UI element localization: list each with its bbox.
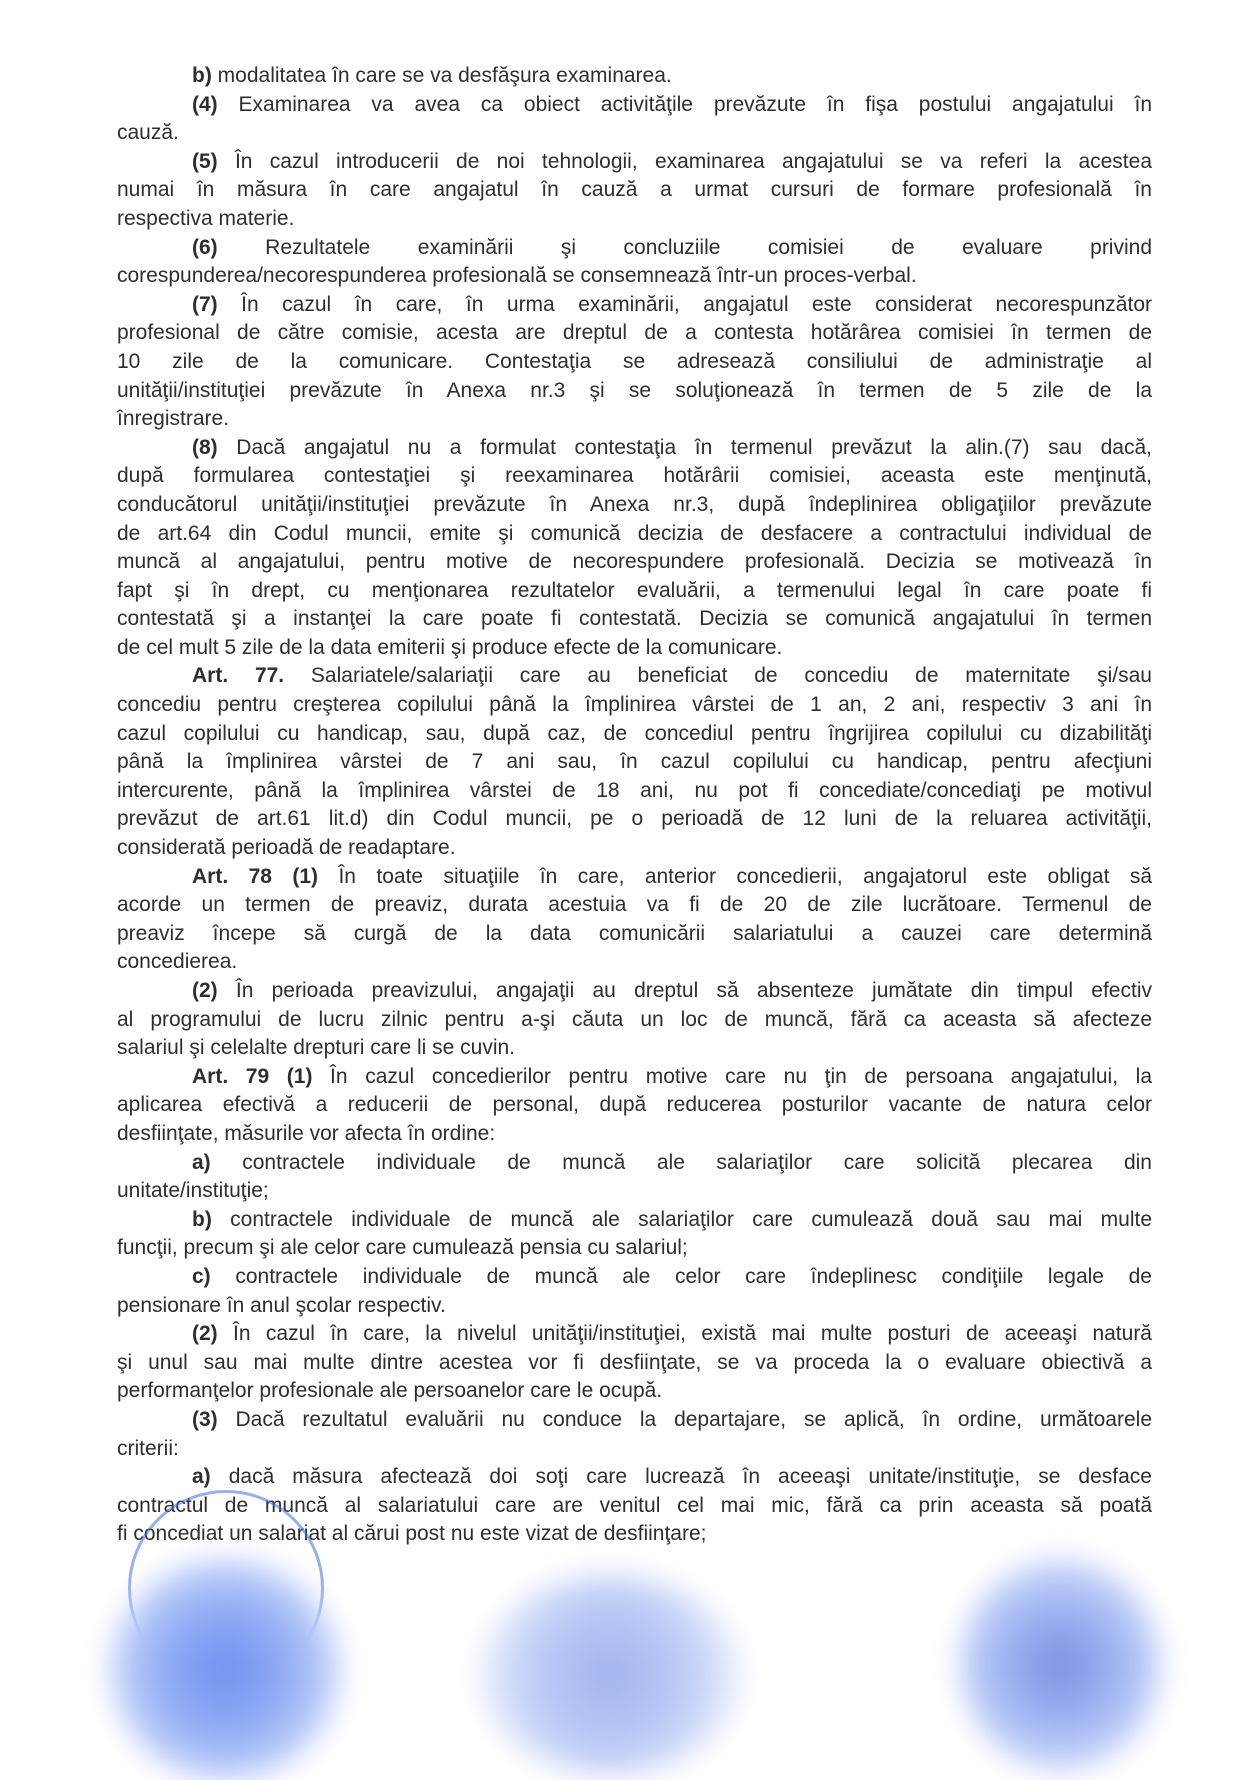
line-text: În cazul concedierilor pentru motive care nu ţin de persoana angajatului, la	[312, 1064, 1152, 1088]
text-line	[117, 748, 1152, 777]
line-text: contractele individuale de muncă ale celor care îndeplinesc condiţiile legale de	[210, 1264, 1152, 1288]
paragraph-label: (2)	[192, 979, 218, 1002]
line-text: cazul copilului cu handicap, sau, după caz, de concediul pentru îngrijirea copilului cu dizabilităţi	[117, 721, 1152, 745]
line-text: desfiinţate, măsurile vor afecta în ordine:	[117, 1121, 496, 1145]
text-line	[117, 234, 1152, 263]
line-text: intercurente, până la împlinirea vârstei de 18 ani, nu pot fi concediate/concediaţi pe motivul	[117, 778, 1152, 802]
line-text: contestată şi a instanţei la care poate fi contestată. Decizia se comunică angajatului în termen	[117, 607, 1152, 631]
line-text: criterii:	[117, 1436, 179, 1460]
paragraph	[117, 1406, 1152, 1463]
line-text: al programului de lucru zilnic pentru a-şi căuta un loc de muncă, fără ca aceasta să afecteze	[117, 1007, 1152, 1031]
text-line	[117, 62, 1152, 91]
paragraph-label: (3)	[192, 1407, 218, 1431]
signature-stamp	[480, 1575, 740, 1775]
signature-stamp	[960, 1560, 1160, 1770]
text-line	[117, 1206, 1152, 1235]
text-line	[117, 1320, 1152, 1349]
text-line	[117, 1177, 1152, 1206]
line-text: Rezultatele examinării şi concluziile comisiei de evaluare privind	[217, 235, 1152, 259]
text-line	[117, 1120, 1152, 1149]
text-line	[117, 662, 1152, 691]
text-line	[117, 891, 1152, 920]
text-line	[117, 262, 1152, 291]
text-line	[117, 91, 1152, 120]
line-text: Salariatele/salariaţii care au beneficiat de concediu de maternitate şi/sau	[284, 664, 1152, 688]
line-text: unităţii/instituţiei prevăzute în Anexa nr.3 şi se soluţionează în termen de 5 zile de la	[117, 378, 1152, 402]
text-line	[117, 1463, 1152, 1492]
text-line	[117, 1149, 1152, 1178]
text-line	[117, 1406, 1152, 1435]
line-text: aplicarea efectivă a reducerii de personal, după reducerea posturilor vacante de natura celor	[117, 1093, 1152, 1117]
text-line	[117, 1377, 1152, 1406]
line-text: unitate/instituţie;	[117, 1179, 269, 1203]
document-body	[117, 62, 1152, 1549]
line-text: contractele individuale de muncă ale salariaţilor care cumulează două sau mai multe	[211, 1207, 1152, 1231]
line-text: Dacă rezultatul evaluării nu conduce la departajare, se aplică, în ordine, următoarele	[217, 1407, 1152, 1431]
paragraph	[117, 91, 1152, 148]
text-line	[117, 1034, 1152, 1063]
paragraph-label: b)	[192, 1207, 212, 1231]
line-text: salariul şi celelalte drepturi care li se cuvin.	[117, 1036, 516, 1060]
text-line	[117, 119, 1152, 148]
paragraph	[117, 1206, 1152, 1263]
line-text: profesional de către comisie, acesta are dreptul de a contesta hotărârea comisiei în termen de	[117, 321, 1152, 345]
line-text: conducătorul unităţii/instituţiei prevăzute în Anexa nr.3, după îndeplinirea obligaţiilor prevăzute	[117, 492, 1152, 516]
text-line	[117, 520, 1152, 549]
line-text: acorde un termen de preaviz, durata acestuia va fi de 20 de zile lucrătoare. Termenul de	[117, 893, 1152, 917]
text-line	[117, 920, 1152, 949]
line-text: preaviz începe să curgă de la data comunicării salariatului a cauzei care determină	[117, 921, 1152, 945]
paragraph-label: (2)	[192, 1322, 218, 1346]
text-line	[117, 691, 1152, 720]
paragraph-label: Art. 79 (1)	[192, 1064, 313, 1088]
text-line	[117, 977, 1152, 1006]
line-text: după formularea contestaţiei şi reexaminarea hotărârii comisiei, aceasta este menţinută,	[117, 464, 1152, 488]
line-text: funcţii, precum şi ale celor care cumulează pensia cu salariul;	[117, 1236, 688, 1260]
text-line	[117, 1263, 1152, 1292]
text-line	[117, 377, 1152, 406]
text-line	[117, 634, 1152, 663]
paragraph	[117, 1320, 1152, 1406]
paragraph	[117, 291, 1152, 434]
line-text: 10 zile de la comunicare. Contestaţia se adresează consiliului de administraţie al	[117, 349, 1152, 373]
line-text: de art.64 din Codul muncii, emite şi comunică decizia de desfacere a contractului individual de	[117, 521, 1152, 545]
text-line	[117, 1435, 1152, 1464]
paragraph	[117, 977, 1152, 1063]
line-text: contractul de muncă al salariatului care are venitul cel mai mic, fără ca prin aceasta să poată	[117, 1493, 1152, 1517]
line-text: considerată perioadă de readaptare.	[117, 836, 456, 860]
paragraph-label: (6)	[192, 235, 218, 259]
text-line	[117, 1349, 1152, 1378]
text-line	[117, 348, 1152, 377]
paragraph	[117, 234, 1152, 291]
text-line	[117, 405, 1152, 434]
text-line	[117, 176, 1152, 205]
text-line	[117, 577, 1152, 606]
line-text: performanţelor profesionale ale persoanelor care le ocupă.	[117, 1379, 663, 1403]
line-text: respectiva materie.	[117, 206, 295, 230]
paragraph-label: (8)	[192, 435, 218, 459]
text-line	[117, 462, 1152, 491]
text-line	[117, 1234, 1152, 1263]
paragraph-label: (4)	[192, 92, 218, 116]
text-line	[117, 720, 1152, 749]
paragraph	[117, 434, 1152, 663]
line-text: În cazul introducerii de noi tehnologii, examinarea angajatului se va referi la acestea	[217, 149, 1152, 173]
line-text: fi concediat un salariat al cărui post nu este vizat de desfiinţare;	[117, 1522, 707, 1546]
text-line	[117, 1006, 1152, 1035]
line-text: fapt şi în drept, cu menţionarea rezultatelor evaluării, a termenului legal în care poate fi	[117, 578, 1152, 602]
line-text: cauză.	[117, 121, 179, 145]
line-text: înregistrare.	[117, 407, 230, 431]
paragraph-label: a)	[192, 1150, 211, 1174]
paragraph-label: b)	[192, 64, 212, 87]
line-text: până la împlinirea vârstei de 7 ani sau, în cazul copilului cu handicap, pentru afecţiuni	[117, 750, 1152, 774]
line-text: În cazul în care, în urma examinării, angajatul este considerat necorespunzător	[217, 292, 1152, 316]
paragraph	[117, 662, 1152, 862]
paragraph	[117, 1263, 1152, 1320]
text-line	[117, 1091, 1152, 1120]
text-line	[117, 548, 1152, 577]
line-text: concediu pentru creşterea copilului până la împlinirea vârstei de 1 an, 2 ani, respectiv 3 ani în	[117, 693, 1152, 717]
line-text: pensionare în anul şcolar respectiv.	[117, 1293, 446, 1317]
line-text: Examinarea va avea ca obiect activităţile prevăzute în fişa postului angajatului în	[217, 92, 1152, 116]
line-text: În toate situaţiile în care, anterior concedierii, angajatorul este obligat să	[318, 864, 1153, 888]
line-text: şi unul sau mai multe dintre acestea vor fi desfiinţate, se va proceda la o evaluare obiectivă a	[117, 1350, 1152, 1374]
official-seal-stamp	[110, 1560, 340, 1780]
paragraph-label: c)	[192, 1264, 211, 1288]
line-text: dacă măsura afectează doi soţi care lucrează în aceeaşi unitate/instituţie, se desface	[210, 1465, 1152, 1489]
line-text: contractele individuale de muncă ale salariaţilor care solicită plecarea din	[210, 1150, 1152, 1174]
line-text: corespunderea/necorespunderea profesională se consemnează într-un proces-verbal.	[117, 264, 917, 288]
line-text: modalitatea în care se va desfăşura examinarea.	[211, 64, 672, 87]
text-line	[117, 434, 1152, 463]
text-line	[117, 805, 1152, 834]
line-text: de cel mult 5 zile de la data emiterii şi produce efecte de la comunicare.	[117, 635, 783, 659]
paragraph	[117, 148, 1152, 234]
line-text: În cazul în care, la nivelul unităţii/instituţiei, există mai multe posturi de aceeaşi natură	[217, 1322, 1152, 1346]
paragraph	[117, 1063, 1152, 1149]
text-line	[117, 605, 1152, 634]
text-line	[117, 1292, 1152, 1321]
line-text: Dacă angajatul nu a formulat contestaţia în termenul prevăzut la alin.(7) sau dacă,	[217, 435, 1152, 459]
text-line	[117, 319, 1152, 348]
paragraph-label: Art. 78 (1)	[192, 864, 319, 888]
text-line	[117, 948, 1152, 977]
text-line	[117, 148, 1152, 177]
paragraph	[117, 863, 1152, 977]
text-line	[117, 491, 1152, 520]
paragraph-label: a)	[192, 1465, 211, 1489]
text-line	[117, 863, 1152, 892]
text-line	[117, 291, 1152, 320]
text-line	[117, 1063, 1152, 1092]
paragraph-label: (5)	[192, 149, 218, 173]
line-text: În perioada preavizului, angajaţii au dreptul să absenteze jumătate din timpul efectiv	[217, 979, 1152, 1002]
text-line	[117, 777, 1152, 806]
text-line	[117, 834, 1152, 863]
line-text: numai în măsura în care angajatul în cauză a urmat cursuri de formare profesională în	[117, 178, 1152, 202]
line-text: prevăzut de art.61 lit.d) din Codul muncii, pe o perioadă de 12 luni de la reluarea activităţii,	[117, 807, 1152, 831]
paragraph	[117, 62, 1152, 91]
line-text: concedierea.	[117, 950, 238, 974]
text-line	[117, 205, 1152, 234]
paragraph	[117, 1149, 1152, 1206]
paragraph-label: (7)	[192, 292, 218, 316]
paragraph-label: Art. 77.	[192, 664, 285, 688]
line-text: muncă al angajatului, pentru motive de necorespundere profesională. Decizia se motivează în	[117, 550, 1152, 574]
